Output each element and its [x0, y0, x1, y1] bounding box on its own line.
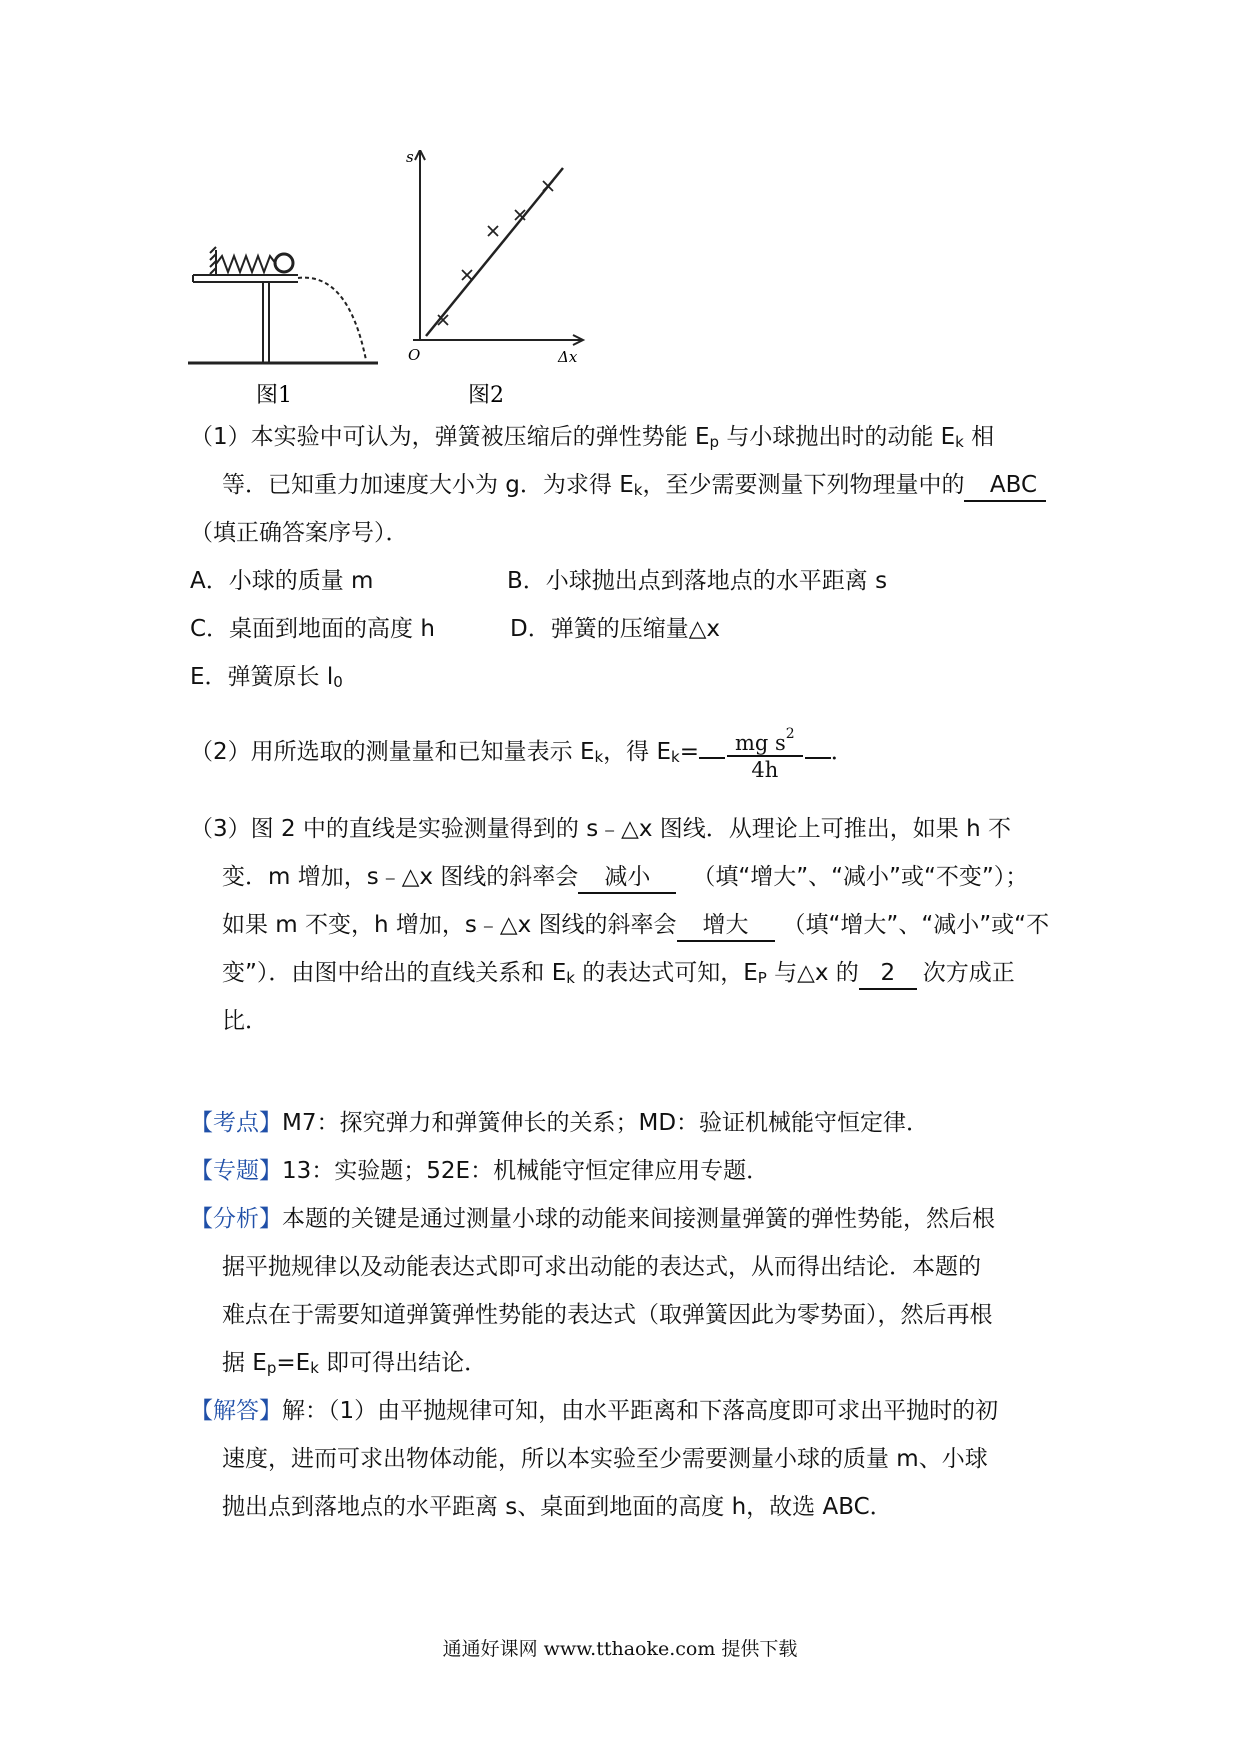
- zhuanti-tag: 【专题】: [190, 1158, 282, 1184]
- q3-line-1: （3）图 2 中的直线是实验测量得到的 s﹣△x 图线．从理论上可推出，如果 h 不: [190, 816, 1011, 842]
- q3-line-4: [222, 958, 1015, 993]
- q1-sub-k: k: [955, 433, 964, 451]
- q2-line: [190, 722, 854, 787]
- q3-text-h: 次方成正: [922, 960, 1015, 986]
- fenxi-line-4: [222, 1348, 487, 1383]
- jieda-line-2: 速度，进而可求出物体动能，所以本实验至少需要测量小球的质量 m、小球: [222, 1446, 988, 1472]
- fenxi-line-3: 难点在于需要知道弹簧弹性势能的表达式（取弹簧因此为零势面），然后再根: [222, 1302, 993, 1328]
- q2-sub-1: k: [594, 748, 604, 766]
- q2-sub-2: k: [671, 748, 680, 766]
- q3-sub-p: P: [757, 969, 767, 987]
- option-d: D．弹簧的压缩量△x: [510, 616, 721, 642]
- q3-text-d: （填“增大”、“减小”或“不: [782, 912, 1050, 938]
- option-b: B．小球抛出点到落地点的水平距离 s: [507, 568, 888, 594]
- page-footer: 通通好课网 www.tthaoke.com 提供下载: [442, 1638, 798, 1660]
- q1-line-3: [190, 518, 409, 548]
- fenxi-text-4b: =E: [276, 1350, 311, 1376]
- q3-line-5: 比．: [222, 1008, 268, 1034]
- q3-line-3: [222, 910, 1049, 942]
- q3-text-g: 与△x 的: [766, 960, 859, 986]
- option-e-text: E．弹簧原长 l: [190, 664, 334, 690]
- zhuanti-text: 13：实验题；52E：机械能守恒定律应用专题．: [282, 1158, 770, 1184]
- zhuanti-line: [190, 1156, 769, 1186]
- jieda-text-1: 解：（1）由平抛规律可知，由水平距离和下落高度即可求出平抛时的初: [282, 1398, 999, 1424]
- q3-text-c: 如果 m 不变，h 增加，s﹣△x 图线的斜率会: [222, 912, 677, 938]
- jieda-line-3: 抛出点到落地点的水平距离 s、桌面到地面的高度 h，故选 ABC．: [222, 1494, 893, 1520]
- option-a: A．小球的质量 m: [190, 568, 374, 594]
- fenxi-tag: 【分析】: [190, 1206, 282, 1232]
- figure-2-graph: [413, 150, 583, 345]
- q1-text-f: （填正确答案序号）．: [190, 520, 409, 546]
- figure-2-origin-label: O: [408, 346, 421, 364]
- q2-equals: =: [679, 739, 699, 765]
- q3-answer-2: 增大: [677, 910, 775, 942]
- option-e: [190, 662, 343, 697]
- q3-line-2: [222, 862, 1028, 894]
- fenxi-line-2: 据平抛规律以及动能表达式即可求出动能的表达式，从而得出结论．本题的: [222, 1254, 981, 1280]
- q3-sub-k: k: [566, 969, 575, 987]
- q1-text-c: 相: [963, 424, 995, 450]
- option-e-sub: 0: [333, 673, 343, 691]
- q2-text-a: （2）用所选取的测量量和已知量表示 E: [190, 739, 595, 765]
- jieda-line-1: [190, 1396, 998, 1426]
- fenxi-line-1: [190, 1204, 995, 1234]
- jieda-tag: 【解答】: [190, 1398, 282, 1424]
- q1-sub-k2: k: [633, 481, 643, 499]
- q3-text-b: （填“增大”、“减小”或“不变”）；: [692, 864, 1029, 890]
- q2-answer-fraction: [727, 722, 803, 783]
- figure-1-caption: 图1: [256, 383, 292, 408]
- q3-answer-3: 2: [859, 958, 917, 990]
- figure-1-apparatus: [188, 247, 378, 363]
- q2-text-b: ，得 E: [603, 739, 672, 765]
- q3-text-a: 变．m 增加，s﹣△x 图线的斜率会: [222, 864, 579, 890]
- option-c: C．桌面到地面的高度 h: [190, 616, 435, 642]
- q2-frac-sup: 2: [785, 726, 795, 742]
- figure-2-x-axis-label: Δx: [558, 348, 578, 366]
- q1-text-b: 与小球抛出时的动能 E: [719, 424, 956, 450]
- kaodian-text: M7：探究弹力和弹簧伸长的关系；MD：验证机械能守恒定律．: [282, 1110, 930, 1136]
- figures: [188, 150, 688, 420]
- q3-text-e: 变”）．由图中给出的直线关系和 E: [222, 960, 567, 986]
- q1-line-1: [190, 422, 994, 457]
- figure-2-caption: 图2: [468, 383, 504, 408]
- fenxi-sub-p: p: [266, 1359, 277, 1377]
- q1-sub-p: p: [709, 433, 720, 451]
- q2-end: ．: [830, 739, 854, 765]
- q2-frac-num: mg s: [734, 731, 786, 755]
- q1-answer-blank: ABC: [964, 470, 1046, 502]
- fenxi-text-1: 本题的关键是通过测量小球的动能来间接测量弹簧的弹性势能，然后根: [282, 1206, 995, 1232]
- q3-answer-1: 减小: [578, 862, 676, 894]
- q3-text-f: 的表达式可知，E: [574, 960, 758, 986]
- kaodian-tag: 【考点】: [190, 1110, 282, 1136]
- q1-line-2: [222, 470, 1046, 505]
- q2-frac-den: 4h: [751, 758, 779, 782]
- q1-text-e: ，至少需要测量下列物理量中的: [642, 472, 965, 498]
- fenxi-text-4c: 即可得出结论．: [318, 1350, 488, 1376]
- q1-text-a: （1）本实验中可认为，弹簧被压缩后的弹性势能 E: [190, 424, 710, 450]
- kaodian-line: [190, 1108, 929, 1138]
- fenxi-text-4a: 据 E: [222, 1350, 267, 1376]
- fenxi-sub-k: k: [310, 1359, 319, 1377]
- figure-2-y-axis-label: s: [406, 150, 414, 166]
- q1-text-d: 等．已知重力加速度大小为 g．为求得 E: [222, 472, 634, 498]
